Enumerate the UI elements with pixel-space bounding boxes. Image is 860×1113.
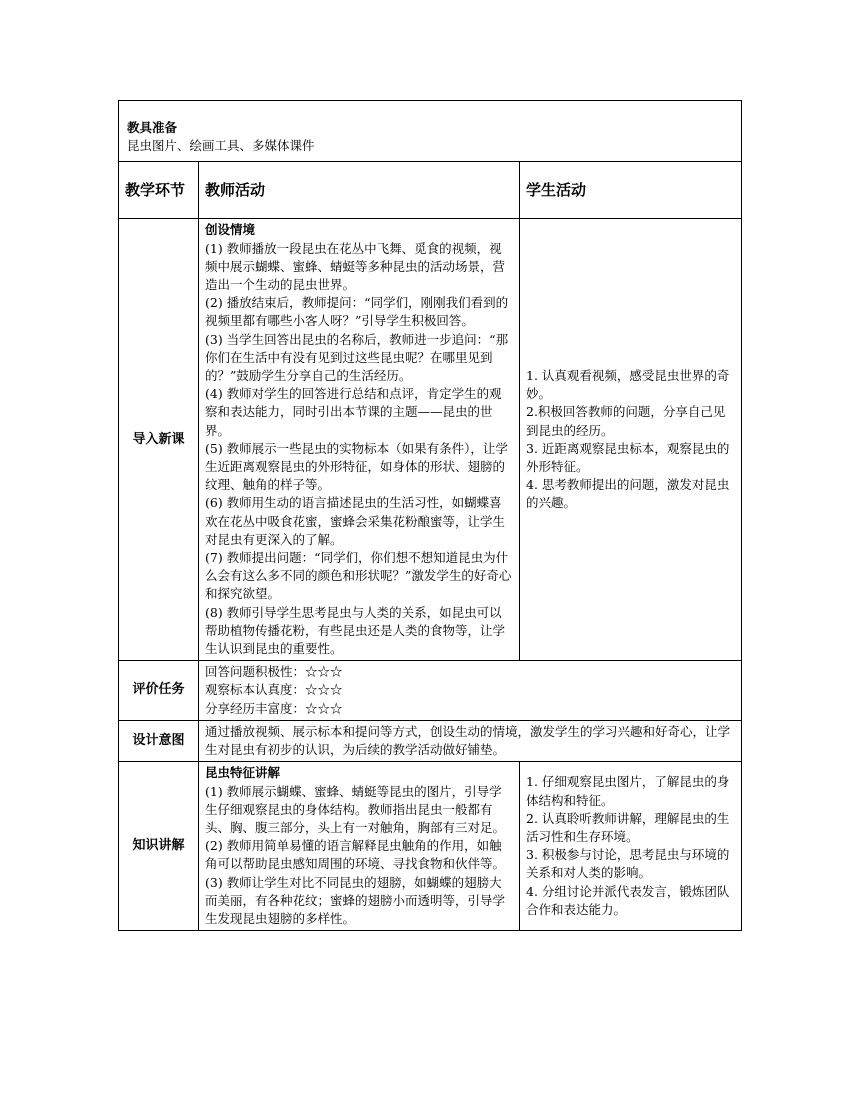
intro-teacher-item: (8) 教师引导学生思考昆虫与人类的关系，如昆虫可以帮助植物传播花粉，有些昆虫还是人类的食物等，让学生认识到昆虫的重要性。 xyxy=(205,604,506,657)
intro-teacher-item: (6) 教师用生动的语言描述昆虫的生活习性，如蝴蝶喜欢在花丛中吸食花蜜，蜜蜂会采集花粉酿蜜等，让学生对昆虫有更深入的了解。 xyxy=(205,495,506,547)
header-student: 学生活动 xyxy=(520,162,742,219)
prep-title: 教具准备 xyxy=(127,120,178,135)
design-row xyxy=(119,720,742,761)
knowledge-heading: 昆虫特征讲解 xyxy=(205,765,281,781)
intro-heading: 创设情境 xyxy=(205,222,256,238)
knowledge-student-item: 3. 积极参与讨论，思考昆虫与环境的关系和对人类的影响。 xyxy=(526,847,730,881)
design-label: 设计意图 xyxy=(119,720,199,761)
prep-cell xyxy=(119,101,742,162)
intro-teacher-item: (1) 教师播放一段昆虫在花丛中飞舞、觅食的视频，视频中展示蝴蝶、蜜蜂、蜻蜓等多种昆虫的活动场景，营造出一个生动的昆虫世界。 xyxy=(205,240,506,293)
header-stage: 教学环节 xyxy=(119,162,199,219)
knowledge-student-item: 1. 仔细观察昆虫图片，了解昆虫的身体结构和特征。 xyxy=(526,774,730,808)
evaluation-label: 评价任务 xyxy=(119,661,199,721)
evaluation-item: 分享经历丰富度：☆☆☆ xyxy=(205,700,343,716)
intro-student-item: 3. 近距离观察昆虫标本，观察昆虫的外形特征。 xyxy=(526,440,730,475)
knowledge-teacher-item: (2) 教师用简单易懂的语言解释昆虫触角的作用，如触角可以帮助昆虫感知周围的环境、寻找食物和伙伴等。 xyxy=(205,838,506,872)
intro-label: 导入新课 xyxy=(119,219,199,661)
prep-row xyxy=(119,101,742,162)
evaluation-cell xyxy=(199,661,742,721)
knowledge-teacher-cell xyxy=(199,762,520,931)
evaluation-row xyxy=(119,661,742,721)
intro-student-item: 4. 思考教师提出的问题，激发对昆虫的兴趣。 xyxy=(526,477,730,511)
lesson-plan-page xyxy=(118,100,741,931)
design-cell xyxy=(199,720,742,761)
intro-teacher-item: (5) 教师展示一些昆虫的实物标本（如果有条件），让学生近距离观察昆虫的外形特征，如身体的形状、翅膀的纹理、触角的样子等。 xyxy=(205,440,508,493)
intro-teacher-item: (2) 播放结束后，教师提问：“同学们，刚刚我们看到的视频里都有哪些小客人呀？”引导学生积极回答。 xyxy=(205,295,509,329)
header-row xyxy=(119,162,742,219)
intro-row xyxy=(119,219,742,661)
lesson-plan-table xyxy=(118,100,742,931)
knowledge-teacher-item: (1) 教师展示蝴蝶、蜜蜂、蜻蜓等昆虫的图片，引导学生仔细观察昆虫的身体结构。教师指出昆虫一般都有头、胸、腹三部分，头上有一对触角，胸部有三对足。 xyxy=(205,783,506,835)
knowledge-student-cell xyxy=(520,762,742,931)
intro-student-item: 1. 认真观看视频，感受昆虫世界的奇妙。 xyxy=(526,368,730,402)
evaluation-item: 回答问题积极性：☆☆☆ xyxy=(205,664,343,680)
knowledge-row xyxy=(119,762,742,931)
knowledge-label: 知识讲解 xyxy=(119,762,199,931)
intro-teacher-item: (7) 教师提出问题：“同学们，你们想不想知道昆虫为什么会有这么多不同的颜色和形状呢？”激发学生的好奇心和探究欲望。 xyxy=(205,550,512,602)
prep-content: 昆虫图片、绘画工具、多媒体课件 xyxy=(127,138,315,154)
intro-teacher-cell xyxy=(199,219,520,661)
intro-student-item: 2.积极回答教师的问题，分享自己见到昆虫的经历。 xyxy=(526,404,726,438)
knowledge-student-item: 4. 分组讨论并派代表发言，锻炼团队合作和表达能力。 xyxy=(526,883,730,917)
intro-teacher-item: (4) 教师对学生的回答进行总结和点评，肯定学生的观察和表达能力，同时引出本节课的主题——昆虫的世界。 xyxy=(205,386,502,438)
knowledge-teacher-item: (3) 教师让学生对比不同昆虫的翅膀，如蝴蝶的翅膀大而美丽，有各种花纹；蜜蜂的翅膀小而透明等，引导学生发现昆虫翅膀的多样性。 xyxy=(205,874,506,926)
intro-teacher-item: (3) 当学生回答出昆虫的名称后，教师进一步追问：“那你们在生活中有没有见到过这些昆虫呢？在哪里见到的？”鼓励学生分享自己的生活经历。 xyxy=(205,331,509,384)
design-content: 通过播放视频、展示标本和提问等方式，创设生动的情境，激发学生的学习兴趣和好奇心，让学生对昆虫有初步的认识，为后续的教学活动做好铺垫。 xyxy=(205,723,731,758)
evaluation-item: 观察标本认真度：☆☆☆ xyxy=(205,682,343,698)
header-teacher: 教师活动 xyxy=(199,162,520,219)
intro-student-cell xyxy=(520,219,742,661)
knowledge-student-item: 2. 认真聆听教师讲解，理解昆虫的生活习性和生存环境。 xyxy=(526,810,730,844)
